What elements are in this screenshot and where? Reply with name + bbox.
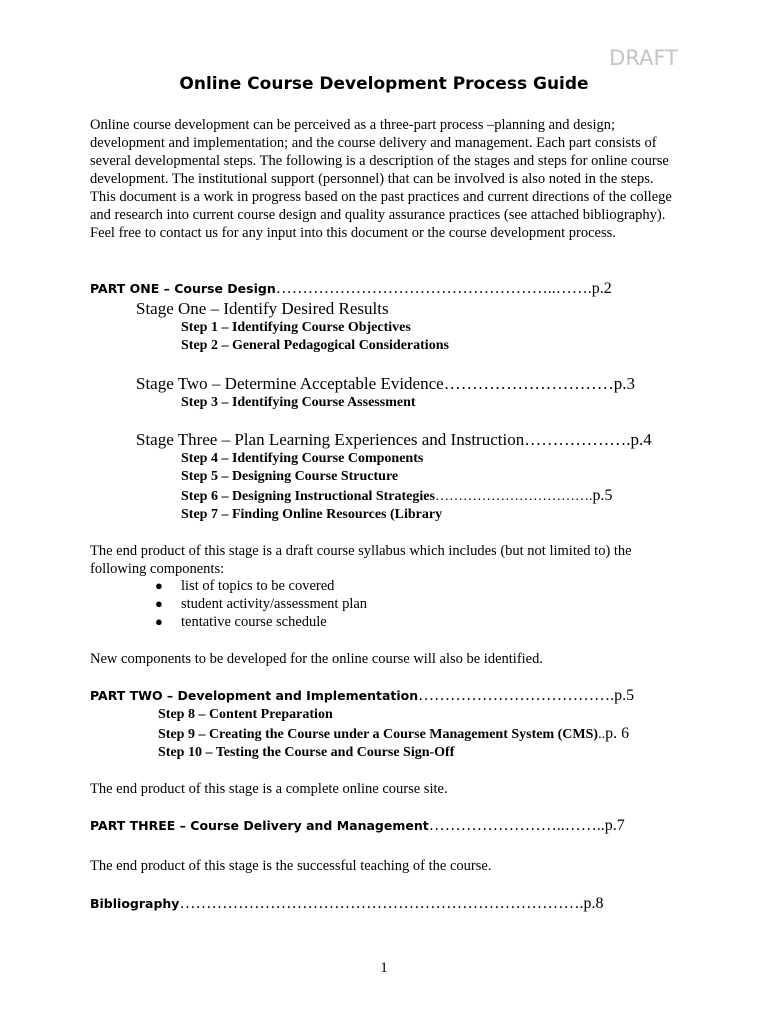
- toc-step-9[interactable]: [158, 725, 629, 743]
- toc-stage-one[interactable]: [136, 299, 389, 319]
- intro-paragraph: Online course development can be perceived as a three-part process –planning and design; development and implementation; and the course delivery and management. Each part consists of several developmental steps. The following is a description of the stages and steps for online course development. The institutional support (personnel) that can be involved is also noted in the steps. This document is a work in progress based on the past practices and current directions of the college and research into current course design and quality assurance practices (see attached bibliography). Feel free to contact us for any input into this document or the course development process.: [90, 117, 672, 241]
- stage-three-label: Stage Three – Plan Learning Experiences and Instruction: [136, 430, 525, 449]
- bullet-icon: ●: [155, 578, 163, 593]
- page-ref: p.5: [592, 487, 613, 504]
- bullet-icon: ●: [155, 614, 163, 629]
- toc-bibliography[interactable]: [90, 895, 603, 913]
- page-ref: p. 6: [605, 725, 630, 742]
- page-ref: p.8: [583, 895, 604, 912]
- new-components-paragraph: New components to be developed for the online course will also be identified.: [90, 651, 543, 667]
- toc-step-4[interactable]: [181, 451, 423, 467]
- toc-step-5[interactable]: [181, 469, 398, 485]
- part-three-heading: PART THREE – Course Delivery and Management: [90, 818, 429, 833]
- stage-two-label: Stage Two – Determine Acceptable Evidence: [136, 374, 444, 393]
- toc-step-2[interactable]: [181, 338, 449, 354]
- toc-part-three[interactable]: [90, 817, 625, 835]
- page-ref: p.5: [614, 687, 635, 704]
- leader-dots: …………………………: [443, 374, 614, 393]
- step-label: Step 6 – Designing Instructional Strategies: [181, 489, 435, 504]
- step-label: Step 4 – Identifying Course Components: [181, 451, 424, 466]
- list-item-text: list of topics to be covered: [181, 578, 335, 594]
- step-label: Step 2 – General Pedagogical Considerations: [181, 338, 449, 353]
- list-item: [142, 613, 367, 631]
- document-title: Online Course Development Process Guide: [179, 74, 589, 94]
- part-three-product: The end product of this stage is the successful teaching of the course.: [90, 858, 492, 874]
- step-label: Step 9 – Creating the Course under a Course Management System (CMS): [158, 727, 599, 742]
- draft-watermark: DRAFT: [609, 46, 678, 70]
- stage-one-label: Stage One – Identify Desired Results: [136, 299, 389, 318]
- list-item-text: tentative course schedule: [181, 614, 327, 630]
- leader-dots: ………………………………………………………………….: [179, 895, 584, 912]
- leader-dots: ..: [598, 727, 606, 742]
- page-number: 1: [380, 960, 388, 976]
- component-list: [142, 577, 367, 631]
- page-ref: p.2: [591, 280, 612, 297]
- part-one-heading: PART ONE – Course Design: [90, 281, 276, 296]
- step-label: Step 10 – Testing the Course and Course Sign-Off: [158, 745, 455, 760]
- bullet-icon: ●: [155, 596, 163, 611]
- toc-part-one[interactable]: [90, 280, 612, 298]
- toc-step-8[interactable]: [158, 707, 333, 723]
- list-item: [142, 577, 367, 595]
- toc-step-6[interactable]: [181, 487, 612, 505]
- toc-stage-two[interactable]: [136, 374, 635, 394]
- toc-step-10[interactable]: [158, 745, 454, 761]
- list-item: [142, 595, 367, 613]
- toc-step-3[interactable]: [181, 395, 416, 411]
- step-label: Step 1 – Identifying Course Objectives: [181, 320, 411, 335]
- step-label: Step 7 – Finding Online Resources (Library: [181, 507, 443, 522]
- leader-dots: ……………………………………………..…….: [275, 280, 592, 297]
- toc-step-1[interactable]: [181, 320, 411, 336]
- toc-part-two[interactable]: [90, 687, 634, 705]
- step-label: Step 8 – Content Preparation: [158, 707, 333, 722]
- page-ref: p.7: [604, 817, 625, 834]
- leader-dots: …………………………….: [434, 489, 593, 504]
- step-label: Step 3 – Identifying Course Assessment: [181, 395, 416, 410]
- leader-dots: ……………………………….: [418, 687, 615, 704]
- list-item-text: student activity/assessment plan: [181, 596, 368, 612]
- toc-stage-three[interactable]: [136, 430, 652, 450]
- step-label: Step 5 – Designing Course Structure: [181, 469, 399, 484]
- part-two-heading: PART TWO – Development and Implementation: [90, 688, 419, 703]
- page-ref: p.4: [630, 430, 652, 449]
- part-two-product: The end product of this stage is a complete online course site.: [90, 781, 448, 797]
- toc-step-7[interactable]: [181, 507, 442, 523]
- stage-product-paragraph: The end product of this stage is a draft course syllabus which includes (but not limited to) the following components:: [90, 543, 632, 577]
- leader-dots: ……………….: [524, 430, 631, 449]
- bibliography-heading: Bibliography: [90, 896, 180, 911]
- page-ref: p.3: [613, 374, 635, 393]
- leader-dots: ……………………..……..: [428, 817, 605, 834]
